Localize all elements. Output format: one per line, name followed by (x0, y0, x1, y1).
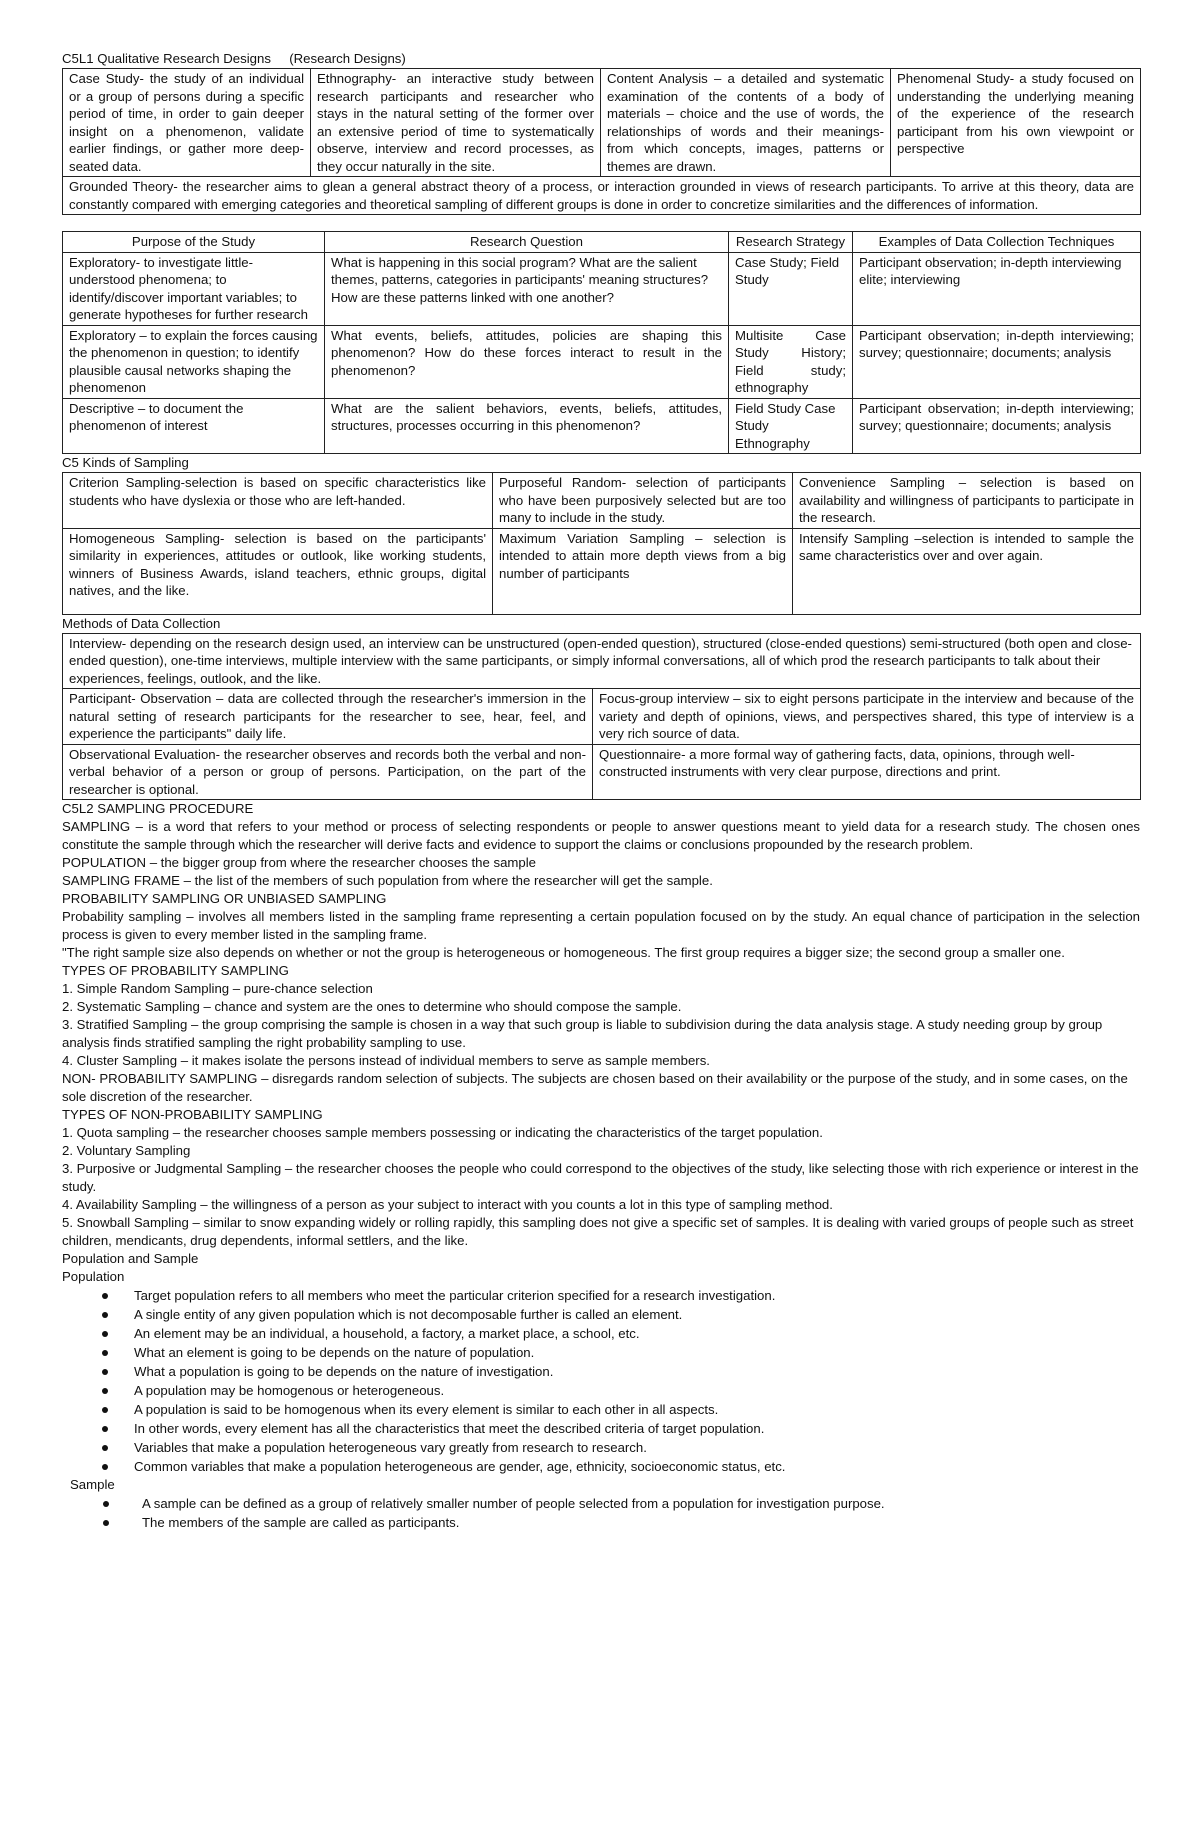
list-item (142, 1494, 1140, 1513)
list-item-text: What an element is going to be depends on the nature of population. (134, 1345, 535, 1360)
list-item (134, 1438, 1140, 1457)
table-row (63, 744, 1141, 800)
bullet-icon (102, 1312, 108, 1318)
list-item (134, 1286, 1140, 1305)
design-grounded-theory: Grounded Theory- the researcher aims to glean a general abstract theory of a process, or interaction grounded in views of research participants. To arrive at this theory, data are constantly compared with emerging categories and theoretical sampling of different groups is done in order to concretize similarities and the differences of information. (63, 177, 1141, 215)
text-line: 4. Availability Sampling – the willingness of a person as your subject to interact with you counts a lot in this type of sampling method. (62, 1197, 833, 1212)
table-row (63, 177, 1141, 215)
list-item-text: The members of the sample are called as participants. (142, 1515, 460, 1530)
text-line: 1. Simple Random Sampling – pure-chance selection (62, 981, 373, 996)
table-row (63, 325, 1141, 398)
text-line: NON- PROBABILITY SAMPLING – disregards random selection of subjects. The subjects are chosen based on their availability or the purpose of the study, and in some cases, on the sole discretion of the researcher. (62, 1071, 1128, 1104)
text-line: 3. Purposive or Judgmental Sampling – the researcher chooses the people who could correspond to the objectives of the study, like selecting those with rich experience or interest in the study. (62, 1161, 1139, 1194)
bullet-icon (102, 1293, 108, 1299)
design-content-analysis: Content Analysis – a detailed and systematic examination of the contents of a body of materials – choice and the use of words, the relationships of words and their meanings- from which concepts, images, patterns or themes are drawn. (601, 69, 891, 177)
design-phenomenal-study: Phenomenal Study- a study focused on understanding the underlying meaning of the experience of the research participant from his own viewpoint or perspective (891, 69, 1141, 177)
text-line: SAMPLING FRAME – the list of the members of such population from where the researcher will get the sample. (62, 873, 713, 888)
text-line: PROBABILITY SAMPLING OR UNBIASED SAMPLING (62, 891, 387, 906)
table-cell: Case Study; Field Study (729, 252, 853, 325)
document-page (62, 50, 1140, 1532)
bullet-icon (102, 1464, 108, 1470)
list-item-text: A population may be homogenous or heterogeneous. (134, 1383, 445, 1398)
table-cell: Field Study Case Study Ethnography (729, 398, 853, 454)
bullet-icon (103, 1520, 109, 1526)
list-item-text: An element may be an individual, a household, a factory, a market place, a school, etc. (134, 1326, 640, 1341)
text-line: 2. Voluntary Sampling (62, 1143, 191, 1158)
column-header: Examples of Data Collection Techniques (853, 232, 1141, 253)
table-cell: What is happening in this social program? What are the salient themes, patterns, categories in participants' meaning structures? How are these patterns linked with one another? (325, 252, 729, 325)
data-collection-table (62, 633, 1141, 801)
section-subtitle: (Research Designs) (289, 51, 406, 66)
design-ethnography: Ethnography- an interactive study between research participants and researcher who stays in the natural setting of the former over an extensive period of time to systematically observe, interview and record processes, as they occur naturally in the site. (311, 69, 601, 177)
text-line: Population (62, 1269, 125, 1284)
table-cell: Exploratory- to investigate little-understood phenomena; to identify/discover important variables; to generate hypotheses for further research (63, 252, 325, 325)
bullet-icon (102, 1331, 108, 1337)
sample-heading: Sample (70, 1477, 115, 1492)
table-cell: Participant observation; in-depth interviewing elite; interviewing (853, 252, 1141, 325)
bullet-icon (103, 1501, 109, 1507)
sample-bullet-list (62, 1494, 1140, 1532)
table-cell: Multisite Case Study History; Field study; ethnography (729, 325, 853, 398)
table-row (63, 473, 1141, 529)
table-cell: What are the salient behaviors, events, beliefs, attitudes, structures, processes occurring in this phenomenon? (325, 398, 729, 454)
list-item-text: Common variables that make a population heterogeneous are gender, age, ethnicity, socioeconomic status, etc. (134, 1459, 786, 1474)
table-cell: Convenience Sampling – selection is based on availability and willingness of participants to participate in the research. (793, 473, 1141, 529)
table-cell: What events, beliefs, attitudes, policies are shaping this phenomenon? How do these forces interact to result in the phenomenon? (325, 325, 729, 398)
list-item-text: A single entity of any given population which is not decomposable further is called an element. (134, 1307, 683, 1322)
table-cell: Observational Evaluation- the researcher observes and records both the verbal and non-verbal behavior of a person or group of persons. Participation, on the part of the researcher is optional. (63, 744, 593, 800)
table-cell: Descriptive – to document the phenomenon of interest (63, 398, 325, 454)
bullet-icon (102, 1407, 108, 1413)
research-designs-table (62, 68, 1141, 215)
column-header: Purpose of the Study (63, 232, 325, 253)
data-collection-title: Methods of Data Collection (62, 615, 221, 631)
list-item (142, 1513, 1140, 1532)
table-row (63, 689, 1141, 745)
list-item-text: A sample can be defined as a group of relatively smaller number of people selected from a population for investigation purpose. (142, 1496, 885, 1511)
list-item-text: Variables that make a population heterogeneous vary greatly from research to research. (134, 1440, 647, 1455)
text-line: "The right sample size also depends on whether or not the group is heterogeneous or homogeneous. The first group requires a bigger size; the second group a smaller one. (62, 945, 1065, 960)
list-item (134, 1362, 1140, 1381)
list-item (134, 1343, 1140, 1362)
text-line: 5. Snowball Sampling – similar to snow expanding widely or rolling rapidly, this sampling does not give a specific set of samples. It is dealing with varied groups of people such as street children, mendicants, drug dependents, informal settlers, and the like. (62, 1215, 1134, 1248)
list-item-text: A population is said to be homogenous when its every element is similar to each other in all aspects. (134, 1402, 719, 1417)
table-header-row (63, 232, 1141, 253)
text-line: Probability sampling – involves all members listed in the sampling frame representing a certain population focused on by the study. An equal chance of participation in the selection process is given to every member listed in the sampling frame. (62, 909, 1140, 942)
section-heading-designs (62, 50, 1140, 68)
sampling-procedure-section (62, 800, 1140, 1286)
list-item (134, 1400, 1140, 1419)
list-item (134, 1305, 1140, 1324)
table-cell: Intensify Sampling –selection is intended to sample the same characteristics over and over again. (793, 528, 1141, 614)
column-header: Research Strategy (729, 232, 853, 253)
table-cell: Participant observation; in-depth interviewing; survey; questionnaire; documents; analysis (853, 398, 1141, 454)
sampling-kinds-table (62, 472, 1141, 615)
text-line: TYPES OF NON-PROBABILITY SAMPLING (62, 1107, 323, 1122)
text-line: SAMPLING – is a word that refers to your method or process of selecting respondents or people to answer questions meant to yield data for a research study. The chosen ones constitute the sample through which the researcher will derive facts and evidence to support the claims or conclusions propounded by the research problem. (62, 819, 1140, 852)
text-line: 1. Quota sampling – the researcher chooses sample members possessing or indicating the characteristics of the target population. (62, 1125, 823, 1140)
list-item (134, 1381, 1140, 1400)
text-line: POPULATION – the bigger group from where the researcher chooses the sample (62, 855, 537, 870)
sampling-kinds-title: C5 Kinds of Sampling (62, 455, 189, 470)
list-item (134, 1419, 1140, 1438)
list-item-text: What a population is going to be depends on the nature of investigation. (134, 1364, 554, 1379)
section-title: C5L1 Qualitative Research Designs (62, 51, 271, 66)
bullet-icon (102, 1445, 108, 1451)
table-cell: Participant observation; in-depth interviewing; survey; questionnaire; documents; analysis (853, 325, 1141, 398)
bullet-icon (102, 1426, 108, 1432)
text-line: C5L2 SAMPLING PROCEDURE (62, 801, 254, 816)
list-item-text: In other words, every element has all the characteristics that meet the described criteria of target population. (134, 1421, 765, 1436)
table-cell: Participant- Observation – data are collected through the researcher's immersion in the natural setting of research participants for the researcher to see, hear, feel, and experience the participants" daily life. (63, 689, 593, 745)
text-line: 3. Stratified Sampling – the group comprising the sample is chosen in a way that such group is liable to subdivision during the data analysis stage. A study needing group by group analysis finds stratified sampling the right probability sampling to use. (62, 1017, 1103, 1050)
bullet-icon (102, 1369, 108, 1375)
table-cell: Interview- depending on the research design used, an interview can be unstructured (open-ended question), structured (close-ended questions) semi-structured (both open and close-ended question), one-time interviews, multiple interview with the same participants, or simply informal conversations, all of which prod the research participants to talk about their experiences, feelings, outlook, and the like. (63, 633, 1141, 689)
list-item (134, 1457, 1140, 1476)
table-cell: Focus-group interview – six to eight persons participate in the interview and because of the variety and depth of opinions, views, and perspectives shared, this type of interview is a very rich source of data. (593, 689, 1141, 745)
population-bullet-list (62, 1286, 1140, 1476)
table-cell: Maximum Variation Sampling – selection is intended to attain more depth views from a big number of participants (493, 528, 793, 614)
table-cell: Criterion Sampling-selection is based on specific characteristics like students who have dyslexia or those who are left-handed. (63, 473, 493, 529)
table-cell: Purposeful Random- selection of participants who have been purposively selected but are too many to include in the study. (493, 473, 793, 529)
text-line: TYPES OF PROBABILITY SAMPLING (62, 963, 289, 978)
bullet-icon (102, 1388, 108, 1394)
table-cell: Homogeneous Sampling- selection is based on the participants' similarity in experiences, attitudes or outlook, like working students, winners of Business Awards, island teachers, ethnic groups, digital natives, and the like. (63, 528, 493, 614)
table-row (63, 528, 1141, 614)
text-line: 2. Systematic Sampling – chance and system are the ones to determine who should compose the sample. (62, 999, 682, 1014)
table-cell: Questionnaire- a more formal way of gathering facts, data, opinions, through well-constructed instruments with very clear purpose, directions and print. (593, 744, 1141, 800)
table-cell: Exploratory – to explain the forces causing the phenomenon in question; to identify plausible causal networks shaping the phenomenon (63, 325, 325, 398)
list-item (134, 1324, 1140, 1343)
purpose-of-study-table (62, 231, 1141, 454)
list-item-text: Target population refers to all members who meet the particular criterion specified for a research investigation. (134, 1288, 776, 1303)
bullet-icon (102, 1350, 108, 1356)
table-row (63, 252, 1141, 325)
table-row (63, 633, 1141, 689)
text-line: 4. Cluster Sampling – it makes isolate the persons instead of individual members to serve as sample members. (62, 1053, 710, 1068)
text-line: Population and Sample (62, 1251, 199, 1266)
design-case-study: Case Study- the study of an individual or a group of persons during a specific period of time, in order to gain deeper insight on a phenomenon, validate earlier findings, or gather more deep-seated data. (63, 69, 311, 177)
table-row (63, 69, 1141, 177)
table-row (63, 398, 1141, 454)
column-header: Research Question (325, 232, 729, 253)
